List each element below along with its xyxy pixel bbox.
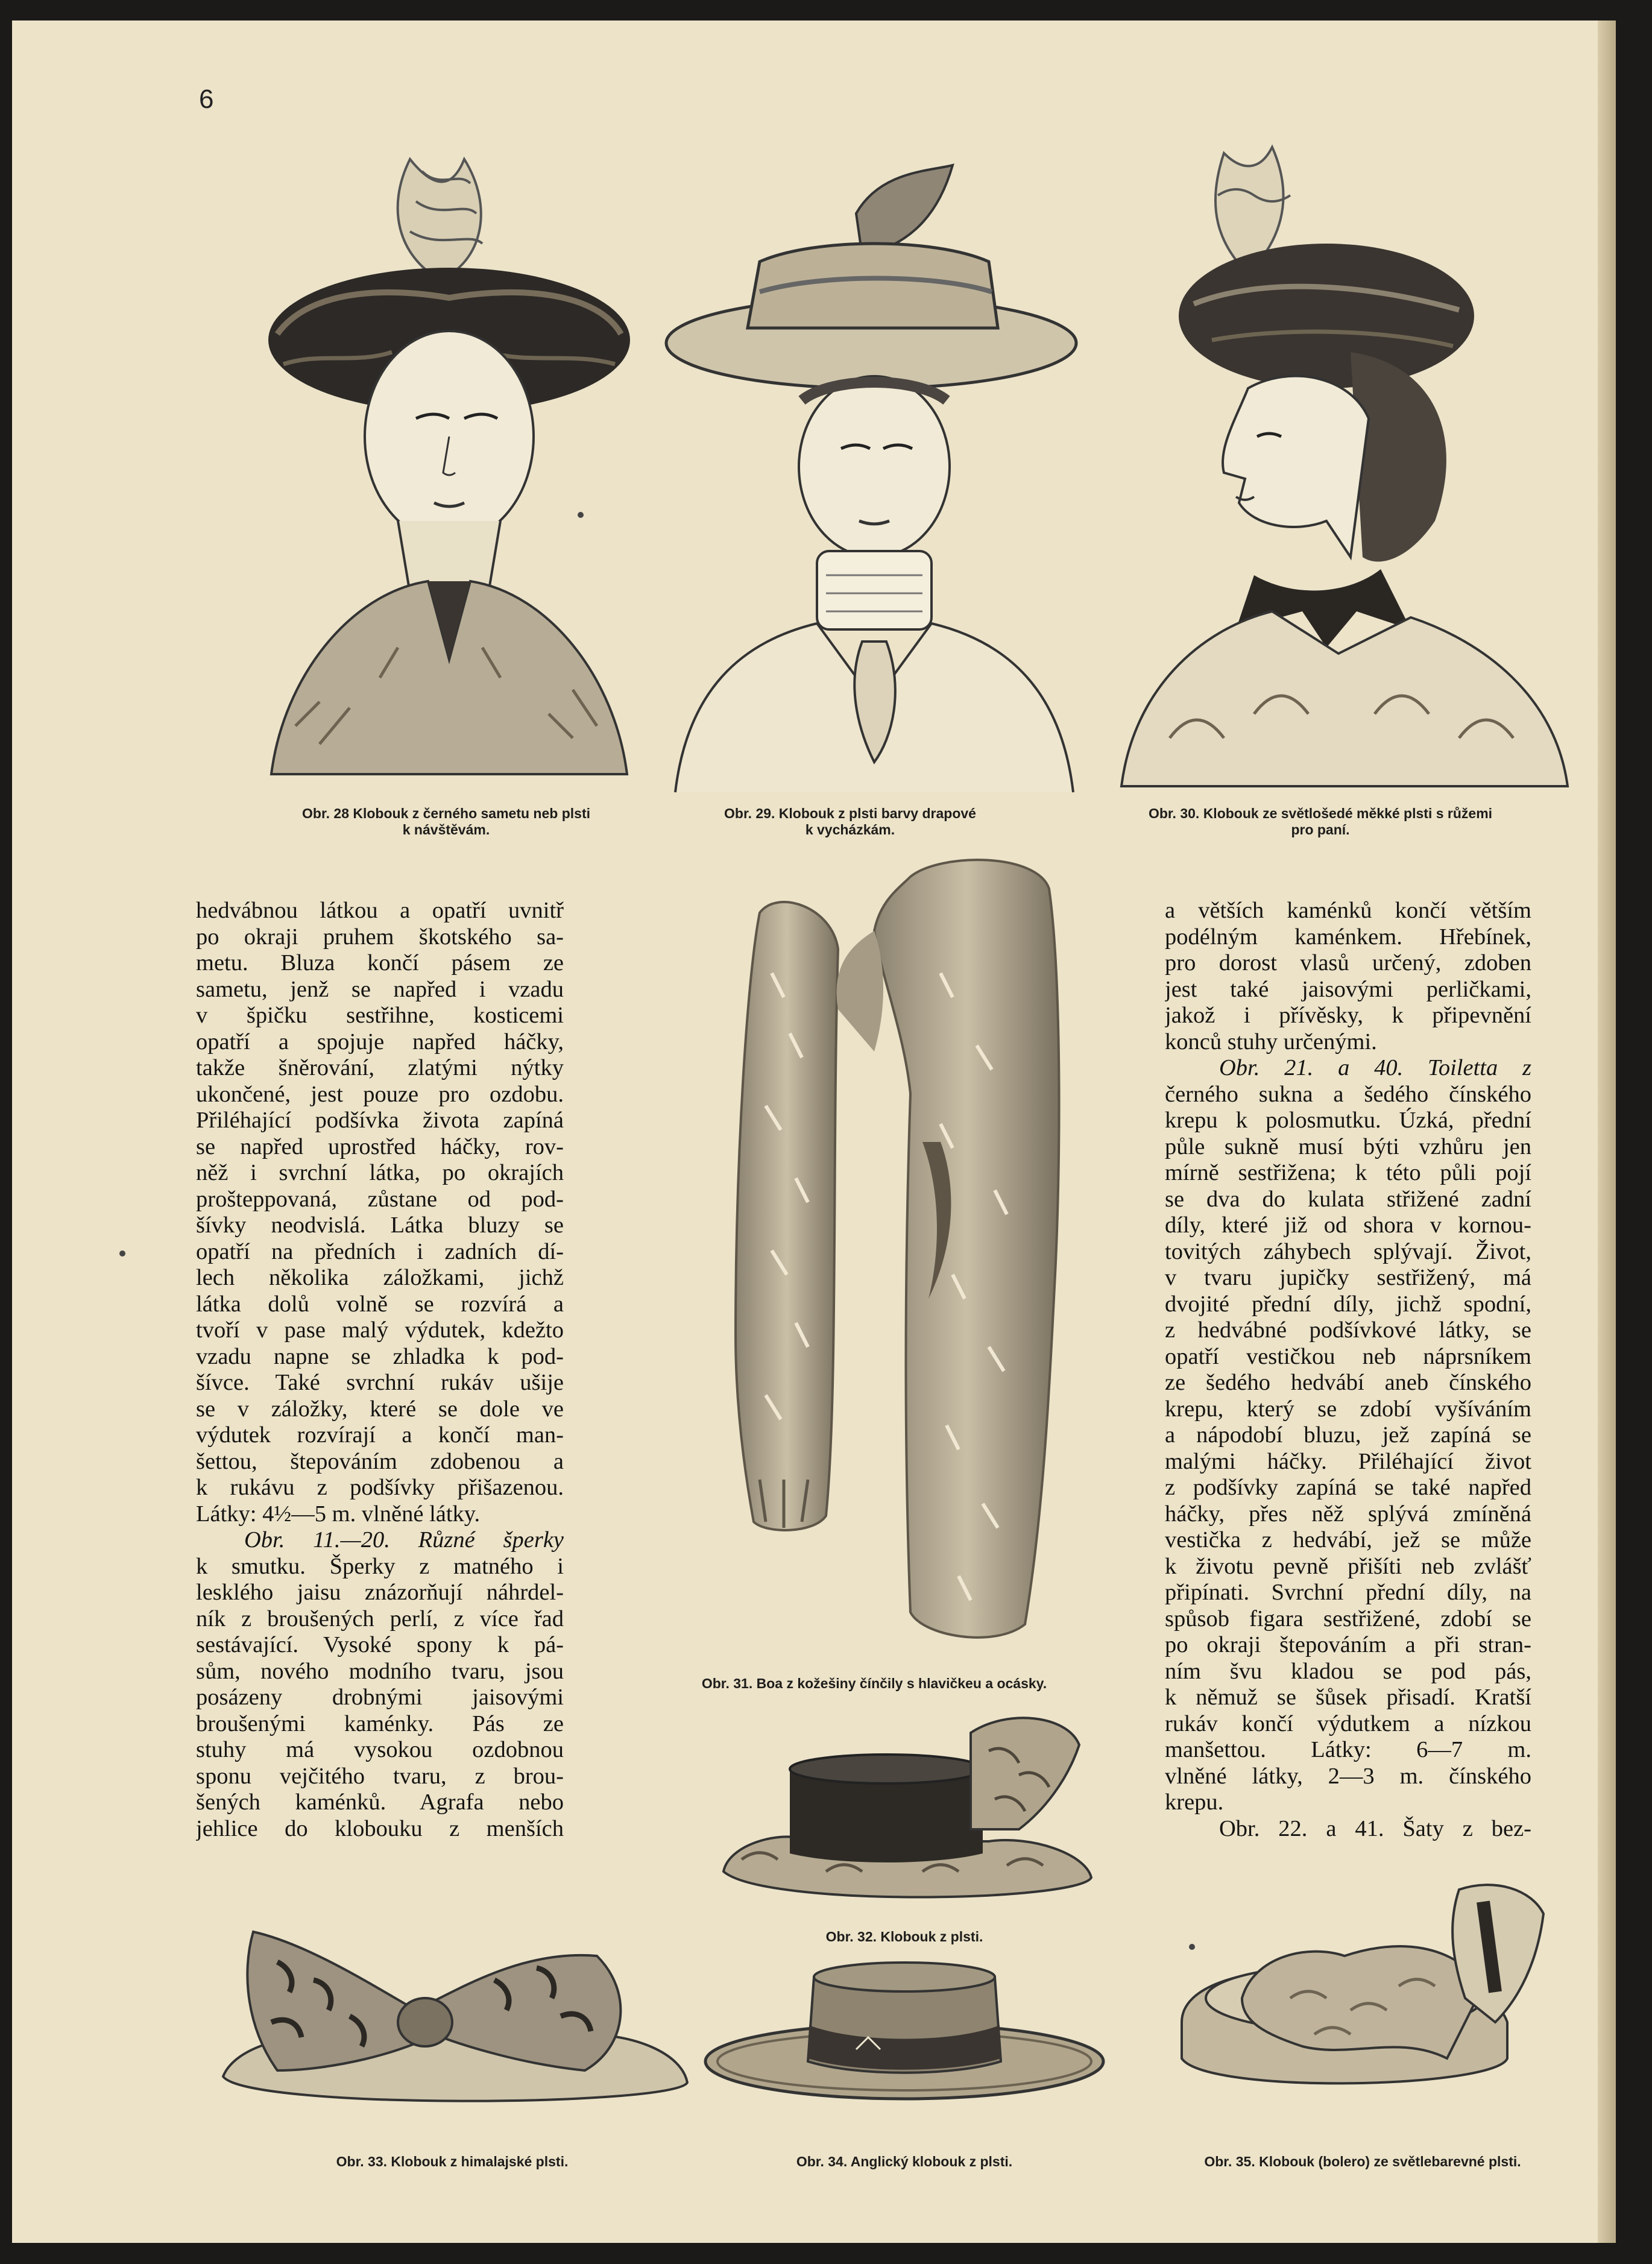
text-line: tvoří v pase malý výdutek, kdežto: [196, 1317, 564, 1343]
figure-31-illustration: [724, 853, 1073, 1648]
text-line: ukončené, jest pouze pro ozdobu.: [196, 1081, 564, 1107]
caption-line: Obr. 33. Klobouk z himalajské plsti.: [336, 2154, 569, 2169]
text-line: k životu pevně přišíti neb zvlášť: [1165, 1553, 1531, 1579]
text-line: Obr. 11.—20. Různé šperky: [244, 1527, 564, 1553]
text-line: a větších kaménků končí větším: [1165, 898, 1531, 923]
page-number: 6: [199, 84, 214, 114]
figure-33-illustration: [211, 1908, 693, 2113]
caption-line: Obr. 34. Anglický klobouk z plsti.: [796, 2154, 1013, 2169]
text-line: výdutek rozvírají a končí man-: [196, 1422, 564, 1448]
text-line: posázeny drobnými jaisovými: [196, 1685, 564, 1710]
figure-30-illustration: [1097, 135, 1580, 792]
text-line: k němuž se šůsek přisadí. Kratší: [1165, 1685, 1531, 1710]
figure-29-caption: [627, 806, 1073, 838]
text-line: metu. Bluza končí pásem ze: [196, 950, 564, 976]
text-line: opatří a spojuje napřed háčky,: [196, 1029, 564, 1055]
text-line: šettou, štepováním zdobenou a: [196, 1448, 564, 1474]
text-line: sponu vejčitého tvaru, z brou-: [196, 1763, 564, 1789]
text-line: vlněné látky, 2—3 m. čínského: [1165, 1763, 1531, 1789]
caption-line: Obr. 31. Boa z kožešiny čínčily s hlavičkeu a ocásky.: [701, 1676, 1047, 1691]
text-line: dvojité přední díly, jichž spodní,: [1165, 1291, 1531, 1317]
text-line: hedvábnou látkou a opatří uvnitř: [196, 898, 564, 923]
text-line: po okraji štepováním a při stran-: [1165, 1632, 1531, 1657]
text-line: prošteppovaná, zůstane od pod-: [196, 1186, 564, 1212]
text-line: a nápodobí bluzu, jež zapíná se: [1165, 1422, 1531, 1448]
figure-29-illustration: [663, 159, 1085, 798]
text-line: manšettou. Látky: 6—7 m.: [1165, 1737, 1531, 1762]
text-line: sametu, jenž se napřed i vzadu: [196, 976, 564, 1002]
text-line: jehlice do klobouku z menších: [196, 1815, 564, 1841]
text-line: lesklého jaisu znázorňují náhrdel-: [196, 1580, 564, 1605]
text-line: šívky neodvislá. Látka bluzy se: [196, 1212, 564, 1238]
text-line: látka dolů volně se rozvírá a: [196, 1291, 564, 1317]
caption-line: Obr. 29. Klobouk z plsti barvy drapové: [724, 806, 976, 821]
text-line: opatří vestičkou neb náprsníkem: [1165, 1343, 1531, 1369]
figure-31-caption: [651, 1676, 1097, 1692]
text-line: ním švu kladou se pod pás,: [1165, 1658, 1531, 1684]
text-line: šených kaménků. Agrafa nebo: [196, 1789, 564, 1815]
page: [12, 20, 1616, 2243]
text-line: vestička z hedvábí, jež se může: [1165, 1527, 1531, 1553]
text-line: díly, které již od shora v kornou-: [1165, 1212, 1531, 1238]
text-line: krepu, který se zdobí vyšíváním: [1165, 1396, 1531, 1422]
text-line: krepu k polosmutku. Úzká, přední: [1165, 1108, 1531, 1133]
text-line: z podšívky zapíná se také napřed: [1165, 1475, 1531, 1500]
text-line: mírně sestřižena; k této půli pojí: [1165, 1160, 1531, 1185]
text-line: sům, nového modního tvaru, jsou: [196, 1658, 564, 1684]
text-line: šívce. Také svrchní rukáv ušije: [196, 1370, 564, 1395]
ink-speck: [578, 512, 584, 518]
text-line: ník z broušených perlí, z více řad: [196, 1606, 564, 1632]
text-line: lech několika záložkami, jichž: [196, 1265, 564, 1290]
text-line: černého sukna a šedého čínského: [1165, 1081, 1531, 1107]
text-line: stuhy má vysokou ozdobnou: [196, 1737, 564, 1762]
caption-line: Obr. 35. Klobouk (bolero) ze světlebarevné plsti.: [1204, 2154, 1521, 2169]
text-line: v tvaru jupičky sestřižený, má: [1165, 1265, 1531, 1290]
text-line: Obr. 22. a 41. Šaty z bez-: [1219, 1815, 1531, 1841]
caption-line: Obr. 32. Klobouk z plsti.: [825, 1929, 983, 1944]
text-line: Látky: 4½—5 m. vlněné látky.: [196, 1501, 481, 1527]
figure-28-caption: [199, 806, 693, 838]
text-line: spůsob figara sestřižené, zdobí se: [1165, 1606, 1531, 1632]
figure-33-caption: [211, 2154, 693, 2170]
text-line: se dva do kulata střižené zadní: [1165, 1186, 1531, 1212]
text-line: Přiléhající podšívka života zapíná: [196, 1108, 564, 1133]
ink-speck: [119, 1250, 125, 1257]
text-line: broušenými kaménky. Pás ze: [196, 1711, 564, 1736]
caption-line: pro paní.: [1291, 822, 1350, 837]
text-line: jakož i přívěsky, k připevnění: [1165, 1003, 1531, 1028]
ink-speck: [1189, 1944, 1195, 1950]
text-line: ze šedého hedvábí aneb čínského: [1165, 1370, 1531, 1395]
figure-28-illustration: [259, 135, 639, 798]
text-line: sestávající. Vysoké spony k pá-: [196, 1632, 564, 1657]
text-line: k rukávu z podšívky přišazenou.: [196, 1475, 564, 1500]
text-line: konců stuhy určenými.: [1165, 1029, 1377, 1055]
text-line: takže šněrování, zlatými nýtky: [196, 1055, 564, 1080]
text-line: krepu.: [1165, 1789, 1224, 1815]
text-line: rukáv končí výdutkem a nízkou: [1165, 1711, 1531, 1736]
text-line: připínati. Svrchní přední díly, na: [1165, 1580, 1531, 1605]
figure-32-illustration: [705, 1709, 1103, 1908]
text-line: k smutku. Šperky z matného i: [196, 1553, 564, 1579]
left-text-column: [196, 898, 564, 1842]
text-line: se v záložky, které se dole ve: [196, 1396, 564, 1422]
book-spine-edge: [1598, 20, 1616, 2243]
text-line: Obr. 21. a 40. Toiletta z: [1219, 1055, 1531, 1080]
text-line: vzadu napne se zhladka k pod-: [196, 1343, 564, 1369]
caption-line: Obr. 28 Klobouk z černého sametu neb plsti: [302, 806, 590, 821]
figure-34-illustration: [699, 1953, 1109, 2104]
figure-35-caption: [1146, 2154, 1580, 2170]
caption-line: k návštěvám.: [402, 822, 490, 837]
text-line: se napřed uprostřed háčky, rov-: [196, 1134, 564, 1159]
text-line: podélným kaménkem. Hřebínek,: [1165, 924, 1531, 950]
text-line: půle sukně musí býti vzhůru jen: [1165, 1134, 1531, 1159]
text-line: tovitých záhybech splývají. Život,: [1165, 1238, 1531, 1264]
text-line: háčky, přes něž splývá zmíněná: [1165, 1501, 1531, 1527]
text-line: po okraji pruhem škotského sa-: [196, 924, 564, 950]
text-line: pro dorost vlasů určený, zdoben: [1165, 950, 1531, 976]
caption-line: k vycházkám.: [805, 822, 895, 837]
text-line: něž i svrchní látka, po okrajích: [196, 1160, 564, 1185]
text-line: v špičku sestřihne, kosticemi: [196, 1003, 564, 1028]
text-line: malými háčky. Přiléhající život: [1165, 1448, 1531, 1474]
figure-30-caption: [1085, 806, 1556, 838]
text-line: z hedvábné podšívkové látky, se: [1165, 1317, 1531, 1343]
text-line: jest také jaisovými perličkami,: [1165, 976, 1531, 1002]
figure-32-caption: [711, 1929, 1097, 1945]
right-text-column: [1165, 898, 1531, 1842]
text-line: opatří na předních i zadních dí-: [196, 1238, 564, 1264]
figure-35-illustration: [1170, 1878, 1556, 2101]
figure-34-caption: [699, 2154, 1109, 2170]
caption-line: Obr. 30. Klobouk ze světlošedé měkké plsti s růžemi: [1148, 806, 1493, 821]
